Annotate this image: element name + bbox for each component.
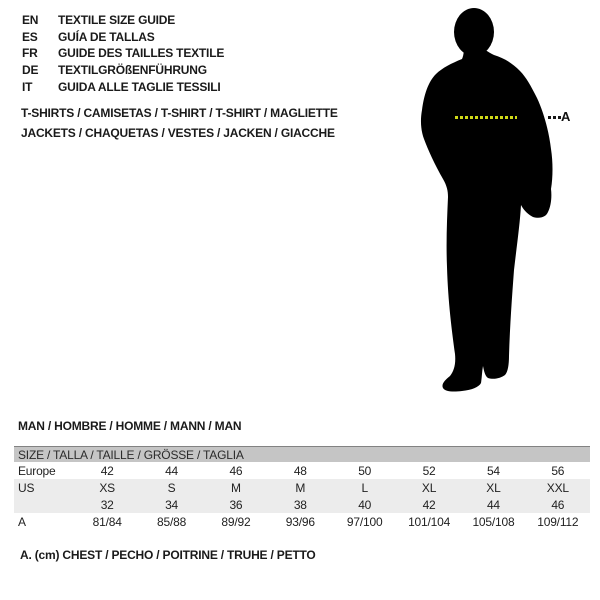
size-cell: XL xyxy=(397,479,461,496)
size-cell: S xyxy=(139,479,203,496)
table-row-chest-a xyxy=(14,513,590,530)
row-label: Europe xyxy=(18,463,56,478)
language-list xyxy=(22,12,224,95)
language-label: GUIDE DES TAILLES TEXTILE xyxy=(58,46,225,61)
language-code: FR xyxy=(22,46,38,61)
table-row-us xyxy=(14,479,590,496)
size-cell: M xyxy=(268,479,332,496)
size-cell: 101/104 xyxy=(408,514,451,529)
size-table-header: SIZE / TALLA / TAILLE / GRÖSSE / TAGLIA xyxy=(14,447,590,463)
measure-label-a: A xyxy=(561,109,571,124)
row-label: A xyxy=(18,514,26,529)
size-cell: 46 xyxy=(526,496,590,513)
size-cell: M xyxy=(204,479,268,496)
size-cell: 38 xyxy=(268,496,332,513)
language-label: TEXTILGRÖßENFÜHRUNG xyxy=(58,63,207,78)
size-cell: XL xyxy=(461,479,525,496)
table-row-numeric xyxy=(14,496,590,513)
man-silhouette-icon xyxy=(420,7,560,399)
language-code: EN xyxy=(22,13,39,28)
size-cell: 85/88 xyxy=(157,514,187,529)
size-cell: 44 xyxy=(165,463,179,478)
size-cell: 48 xyxy=(293,463,307,478)
language-row-es xyxy=(22,29,224,46)
size-cell: 109/112 xyxy=(537,514,579,529)
language-code: IT xyxy=(22,79,33,94)
language-label: GUIDA ALLE TAGLIE TESSILI xyxy=(58,79,221,94)
size-cell: 36 xyxy=(204,496,268,513)
category-lines xyxy=(21,103,338,143)
table-row-europe xyxy=(14,462,590,479)
size-cell: 105/108 xyxy=(472,514,515,529)
language-label: GUÍA DE TALLAS xyxy=(58,29,155,44)
size-cell: 46 xyxy=(229,463,243,478)
chest-measure-line-inner xyxy=(455,116,517,119)
size-cell: 40 xyxy=(333,496,397,513)
size-cell: 54 xyxy=(486,463,500,478)
size-cell: 34 xyxy=(139,496,203,513)
size-cell: 42 xyxy=(397,496,461,513)
language-code: ES xyxy=(22,29,38,44)
category-jackets: JACKETS / CHAQUETAS / VESTES / JACKEN / GIACCHE xyxy=(21,126,335,140)
measurement-footnote: A. (cm) CHEST / PECHO / POITRINE / TRUHE / PETTO xyxy=(20,548,316,562)
size-cell: XXL xyxy=(526,479,590,496)
chest-measure-line-outer xyxy=(548,116,561,119)
language-code: DE xyxy=(22,63,39,78)
size-cell: 93/96 xyxy=(285,514,315,529)
size-cell: 89/92 xyxy=(221,514,251,529)
size-cell: L xyxy=(333,479,397,496)
language-row-fr xyxy=(22,45,224,62)
size-cell: 44 xyxy=(461,496,525,513)
size-cell: XS xyxy=(75,479,139,496)
language-row-de xyxy=(22,62,224,79)
row-label xyxy=(14,496,75,513)
category-tshirts: T-SHIRTS / CAMISETAS / T-SHIRT / T-SHIRT / MAGLIETTE xyxy=(21,106,338,120)
size-cell: 81/84 xyxy=(92,514,122,529)
section-title-man: MAN / HOMBRE / HOMME / MANN / MAN xyxy=(18,419,242,433)
language-label: TEXTILE SIZE GUIDE xyxy=(58,13,176,28)
size-cell: 50 xyxy=(358,463,372,478)
row-label: US xyxy=(14,479,75,496)
size-cell: 52 xyxy=(422,463,436,478)
size-table-header-row xyxy=(14,447,590,463)
size-table xyxy=(14,446,590,530)
size-cell: 32 xyxy=(75,496,139,513)
language-row-it xyxy=(22,78,224,95)
size-cell: 42 xyxy=(100,463,114,478)
man-silhouette-figure xyxy=(420,7,600,399)
size-cell: 97/100 xyxy=(346,514,383,529)
language-row-en xyxy=(22,12,224,29)
size-cell: 56 xyxy=(551,463,565,478)
